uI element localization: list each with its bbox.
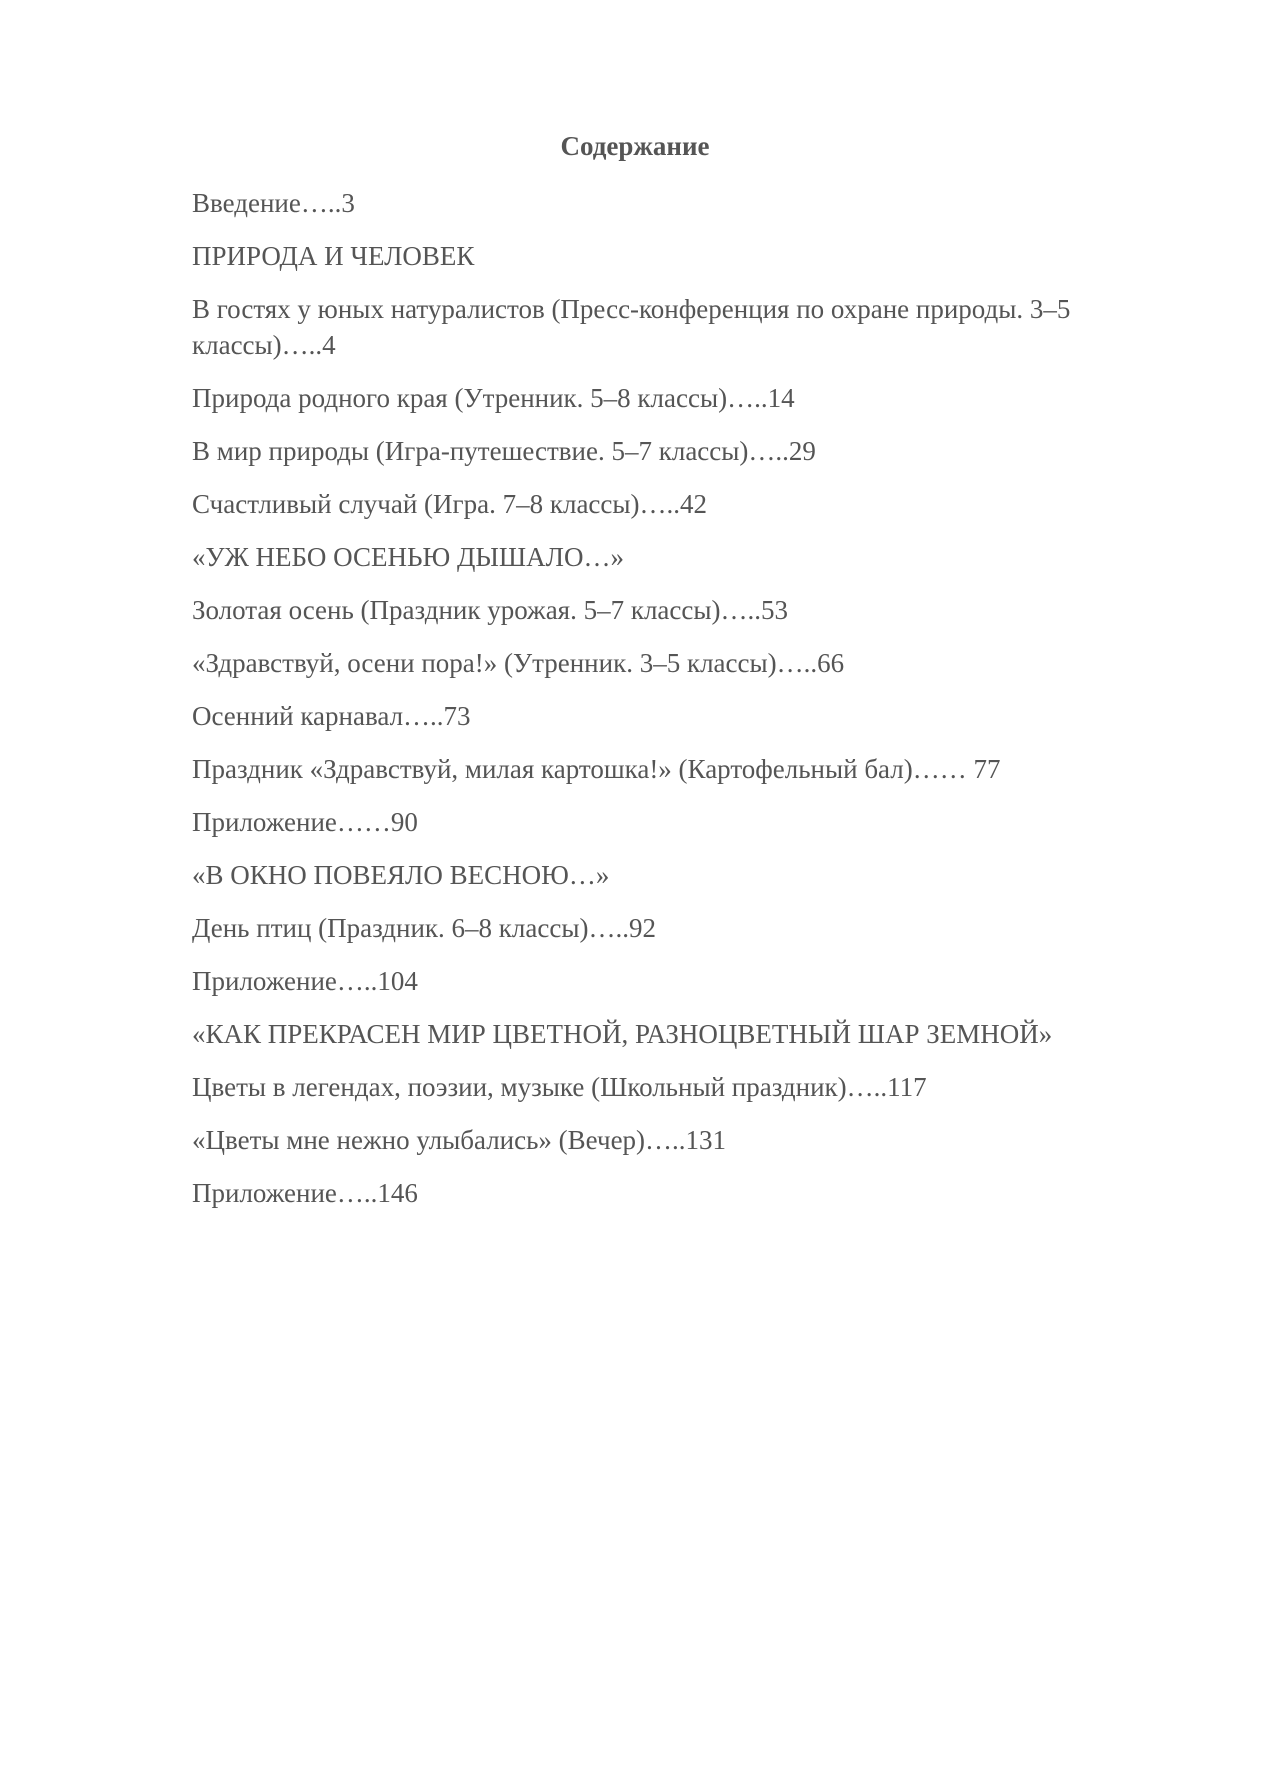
toc-entry: «Цветы мне нежно улыбались» (Вечер)…..131	[192, 1125, 727, 1155]
toc-entry: Приложение…..104	[192, 966, 418, 996]
toc-title: Содержание	[560, 131, 710, 161]
toc-entry-introduction: Введение…..3	[192, 188, 355, 218]
toc-entry: Цветы в легендах, поэзии, музыке (Школьный праздник)…..117	[192, 1072, 927, 1102]
toc-entry: Счастливый случай (Игра. 7–8 классы)…..42	[192, 489, 708, 519]
toc-entry: Природа родного края (Утренник. 5–8 классы)…..14	[192, 383, 795, 413]
toc-entry: Осенний карнавал…..73	[192, 701, 471, 731]
toc-entry: В гостях у юных натуралистов (Пресс-конференция по охране природы. 3–5 классы)…..4	[192, 294, 1078, 360]
toc-entry: В мир природы (Игра-путешествие. 5–7 классы)…..29	[192, 436, 816, 466]
toc-section-spring: «В ОКНО ПОВЕЯЛО ВЕСНОЮ…»	[192, 860, 610, 890]
toc-list	[192, 185, 1152, 1228]
toc-section-autumn: «УЖ НЕБО ОСЕНЬЮ ДЫШАЛО…»	[192, 542, 624, 572]
toc-entry: Приложение……90	[192, 807, 418, 837]
toc-entry: Приложение…..146	[192, 1178, 418, 1208]
toc-entry: День птиц (Праздник. 6–8 классы)…..92	[192, 913, 656, 943]
toc-section-nature-and-man: ПРИРОДА И ЧЕЛОВЕК	[192, 241, 475, 271]
toc-section-colorful-world: «КАК ПРЕКРАСЕН МИР ЦВЕТНОЙ, РАЗНОЦВЕТНЫЙ ШАР ЗЕМНОЙ»	[192, 1019, 1053, 1049]
toc-entry: Золотая осень (Праздник урожая. 5–7 классы)…..53	[192, 595, 789, 625]
toc-entry: «Здравствуй, осени пора!» (Утренник. 3–5 классы)…..66	[192, 648, 845, 678]
toc-entry: Праздник «Здравствуй, милая картошка!» (Картофельный бал)…… 77	[192, 754, 1001, 784]
